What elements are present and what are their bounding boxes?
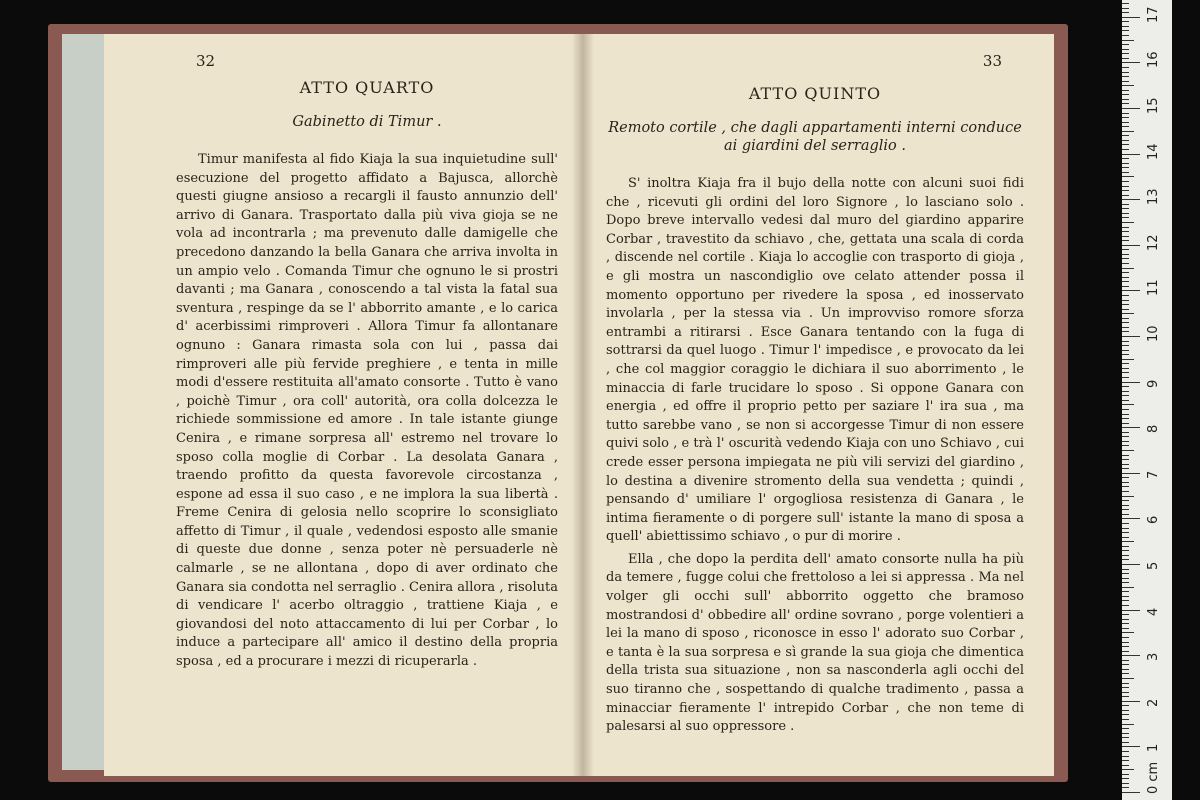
ruler-number: 6 bbox=[1146, 516, 1161, 525]
ruler-tick bbox=[1122, 176, 1134, 177]
ruler-tick bbox=[1122, 35, 1129, 36]
act-header: ATTO QUARTO bbox=[299, 78, 435, 97]
ruler-tick bbox=[1122, 719, 1129, 720]
ruler-number: 3 bbox=[1146, 652, 1161, 662]
ruler-number: 1 bbox=[1146, 744, 1161, 753]
ruler-tick bbox=[1122, 468, 1129, 469]
ruler-tick bbox=[1122, 710, 1129, 711]
ruler-number: 5 bbox=[1146, 561, 1161, 570]
ruler-tick bbox=[1122, 309, 1129, 310]
ruler-tick bbox=[1122, 94, 1129, 95]
scene-heading: Gabinetto di Timur . bbox=[292, 114, 442, 130]
ruler-tick bbox=[1122, 632, 1134, 633]
ruler-tick bbox=[1122, 441, 1129, 442]
ruler-tick bbox=[1122, 600, 1129, 601]
ruler-tick bbox=[1122, 733, 1129, 734]
ruler-tick bbox=[1122, 363, 1129, 364]
ruler-tick bbox=[1122, 637, 1129, 638]
ruler-tick bbox=[1122, 491, 1129, 492]
ruler-tick bbox=[1122, 541, 1134, 542]
ruler-number: 11 bbox=[1146, 279, 1161, 297]
book-gutter bbox=[572, 34, 594, 776]
ruler-tick bbox=[1122, 746, 1140, 747]
ruler-tick bbox=[1122, 304, 1129, 305]
ruler-tick bbox=[1122, 564, 1140, 565]
ruler-tick bbox=[1122, 236, 1129, 237]
ruler-tick bbox=[1122, 108, 1140, 109]
ruler-tick bbox=[1122, 72, 1129, 73]
ruler-tick bbox=[1122, 436, 1129, 437]
ruler-tick bbox=[1122, 195, 1129, 196]
ruler-tick bbox=[1122, 172, 1129, 173]
ruler-tick bbox=[1122, 482, 1129, 483]
ruler-tick bbox=[1122, 249, 1129, 250]
ruler-tick bbox=[1122, 117, 1129, 118]
ruler-tick bbox=[1122, 728, 1129, 729]
ruler-tick bbox=[1122, 400, 1129, 401]
ruler-tick bbox=[1122, 646, 1129, 647]
ruler-tick bbox=[1122, 76, 1129, 77]
ruler-tick bbox=[1122, 58, 1129, 59]
ruler-tick bbox=[1122, 532, 1129, 533]
act-header: ATTO QUINTO bbox=[748, 84, 882, 103]
ruler-tick bbox=[1122, 514, 1129, 515]
ruler-tick bbox=[1122, 8, 1129, 9]
ruler-tick bbox=[1122, 751, 1129, 752]
ruler-tick bbox=[1122, 350, 1129, 351]
ruler-tick bbox=[1122, 391, 1129, 392]
ruler-tick bbox=[1122, 113, 1129, 114]
ruler-tick bbox=[1122, 217, 1129, 218]
ruler-tick bbox=[1122, 486, 1129, 487]
ruler-tick bbox=[1122, 578, 1129, 579]
ruler-tick bbox=[1122, 414, 1129, 415]
ruler-tick bbox=[1122, 605, 1129, 606]
ruler-tick bbox=[1122, 792, 1140, 793]
ruler-tick bbox=[1122, 49, 1129, 50]
page-number: 32 bbox=[196, 52, 216, 70]
ruler-tick bbox=[1122, 587, 1134, 588]
ruler-tick bbox=[1122, 724, 1134, 725]
measurement-ruler bbox=[1122, 0, 1172, 800]
ruler-tick bbox=[1122, 272, 1129, 273]
ruler-tick bbox=[1122, 582, 1129, 583]
ruler-tick bbox=[1122, 769, 1134, 770]
ruler-tick bbox=[1122, 208, 1129, 209]
page-number: 33 bbox=[982, 52, 1002, 70]
ruler-number: 13 bbox=[1146, 188, 1161, 206]
ruler-tick bbox=[1122, 418, 1129, 419]
ruler-tick bbox=[1122, 199, 1140, 200]
ruler-tick bbox=[1122, 222, 1134, 223]
ruler-tick bbox=[1122, 258, 1129, 259]
ruler-tick bbox=[1122, 696, 1129, 697]
ruler-number: 16 bbox=[1146, 51, 1161, 69]
endpaper bbox=[62, 34, 108, 770]
ruler-tick bbox=[1122, 359, 1134, 360]
ruler-tick bbox=[1122, 12, 1129, 13]
ruler-tick bbox=[1122, 158, 1129, 159]
ruler-tick bbox=[1122, 263, 1129, 264]
ruler-tick bbox=[1122, 787, 1129, 788]
ruler-tick bbox=[1122, 85, 1134, 86]
ruler-tick bbox=[1122, 53, 1129, 54]
ruler-tick bbox=[1122, 300, 1129, 301]
ruler-tick bbox=[1122, 619, 1129, 620]
ruler-tick bbox=[1122, 336, 1140, 337]
ruler-tick bbox=[1122, 610, 1140, 611]
left-page bbox=[104, 34, 584, 776]
ruler-tick bbox=[1122, 186, 1129, 187]
ruler-tick bbox=[1122, 354, 1129, 355]
ruler-tick bbox=[1122, 3, 1129, 4]
ruler-number: 9 bbox=[1146, 379, 1161, 388]
ruler-tick bbox=[1122, 67, 1129, 68]
ruler-tick bbox=[1122, 518, 1140, 519]
ruler-tick bbox=[1122, 537, 1129, 538]
ruler-tick bbox=[1122, 573, 1129, 574]
ruler-tick bbox=[1122, 149, 1129, 150]
ruler-tick bbox=[1122, 372, 1129, 373]
ruler-tick bbox=[1122, 427, 1140, 428]
ruler-tick bbox=[1122, 550, 1129, 551]
ruler-tick bbox=[1122, 245, 1140, 246]
ruler-tick bbox=[1122, 765, 1129, 766]
ruler-tick bbox=[1122, 683, 1129, 684]
ruler-tick bbox=[1122, 669, 1129, 670]
ruler-tick bbox=[1122, 144, 1129, 145]
ruler-number: 2 bbox=[1146, 698, 1161, 707]
ruler-tick bbox=[1122, 546, 1129, 547]
synopsis-paragraph: S' inoltra Kiaja fra il bujo della notte con alcuni suoi fidi che , ricevuti gli ordini del loro Signore , lo lasciano solo . Dopo breve intervallo vedesi dal muro del giardino apparire Corbar , travestito da schiavo , che, gettata una scala di corda , discende nel cortile . Kiaja lo accoglie con trasporto di gioja , e gli mostra un nascondiglio ove celato attender possa il momento opportuno per rivedere la sposa , ed inosservato involarla , per la stessa via . Un improvviso romore sforza entrambi a ritirarsi . Esce Ganara tentando con la fuga di sottrarsi da quel luogo . Timur l' impedisce , e provocato da lei , che col maggior coraggio le dichiara il suo aborrimento , le minaccia di farle trucidare lo sposo . Si oppone Ganara con energia , ed offre il proprio petto per saziare l' ira sua , ma tutto sarebbe vano , se non si accorgesse Timur di non essere quivi solo , e trà l' oscurità vedendo Kiaja con uno Schiavo , cui crede esser persona impiegata ne più vili servizi del giardino , lo destina a divenire stromento della sua vendetta ; quindi , pensando d' umiliare l' orgogliosa resistenza di Ganara , le intima fieramente o di porgere sull' istante la mano di sposa a quell' abiettissimo schiavo , o pur di morire . bbox=[606, 176, 1024, 545]
ruler-tick bbox=[1122, 445, 1129, 446]
ruler-tick bbox=[1122, 377, 1129, 378]
ruler-tick bbox=[1122, 477, 1129, 478]
ruler-tick bbox=[1122, 432, 1129, 433]
ruler-tick bbox=[1122, 523, 1129, 524]
ruler-tick bbox=[1122, 163, 1129, 164]
ruler-tick bbox=[1122, 450, 1134, 451]
ruler-unit-label: 0 cm bbox=[1146, 761, 1161, 794]
ruler-tick bbox=[1122, 628, 1129, 629]
ruler-tick bbox=[1122, 135, 1129, 136]
ruler-tick bbox=[1122, 318, 1129, 319]
ruler-tick bbox=[1122, 596, 1129, 597]
ruler-tick bbox=[1122, 778, 1129, 779]
ruler-tick bbox=[1122, 742, 1129, 743]
ruler-tick bbox=[1122, 122, 1129, 123]
scene-heading: Remoto cortile , che dagli appartamenti interni conduce ai giardini del serraglio . bbox=[608, 120, 1022, 154]
ruler-tick bbox=[1122, 40, 1134, 41]
ruler-tick bbox=[1122, 327, 1129, 328]
ruler-number: 8 bbox=[1146, 424, 1161, 434]
ruler-tick bbox=[1122, 386, 1129, 387]
ruler-tick bbox=[1122, 455, 1129, 456]
ruler-tick bbox=[1122, 496, 1134, 497]
ruler-tick bbox=[1122, 409, 1129, 410]
ruler-tick bbox=[1122, 642, 1129, 643]
ruler-number: 7 bbox=[1146, 470, 1161, 479]
ruler-tick bbox=[1122, 614, 1129, 615]
ruler-tick bbox=[1122, 44, 1129, 45]
ruler-tick bbox=[1122, 473, 1140, 474]
ruler-tick bbox=[1122, 204, 1129, 205]
ruler-tick bbox=[1122, 705, 1129, 706]
ruler-tick bbox=[1122, 99, 1129, 100]
ruler-tick bbox=[1122, 774, 1129, 775]
ruler-tick bbox=[1122, 651, 1129, 652]
ruler-number: 15 bbox=[1146, 97, 1161, 114]
ruler-tick bbox=[1122, 756, 1129, 757]
ruler-tick bbox=[1122, 687, 1129, 688]
ruler-tick bbox=[1122, 277, 1129, 278]
ruler-tick bbox=[1122, 126, 1129, 127]
ruler-tick bbox=[1122, 286, 1129, 287]
ruler-number: 10 bbox=[1146, 325, 1161, 342]
ruler-tick bbox=[1122, 459, 1129, 460]
right-page bbox=[582, 34, 1054, 776]
synopsis-paragraph: Ella , che dopo la perdita dell' amato consorte nulla ha più da temere , fugge colui che frettoloso a lei si appressa . Ma nel volger gli occhi sull' abborrito oggetto che bramoso mostrandosi d' obbedire all' ordine sovrano , porge volentieri a lei la mano di sposo , riconosce in esso l' adorato suo Corbar , e tanta è la sua sorpresa e sì grande la sua gioja che dimentica della trista sua situazione , non sa nasconderla agli occhi del suo tiranno che , sospettando di qualche tradimento , passa a minacciar fieramente l' intrepido Corbar , che non teme di palesarsi al suo oppressore . bbox=[606, 551, 1024, 735]
ruler-tick bbox=[1122, 231, 1129, 232]
ruler-tick bbox=[1122, 701, 1140, 702]
ruler-tick bbox=[1122, 500, 1129, 501]
ruler-tick bbox=[1122, 509, 1129, 510]
ruler-tick bbox=[1122, 313, 1134, 314]
ruler-number: 14 bbox=[1146, 143, 1161, 160]
ruler-tick bbox=[1122, 167, 1129, 168]
ruler-number: 12 bbox=[1146, 234, 1161, 251]
ruler-number: 4 bbox=[1146, 607, 1161, 616]
ruler-tick bbox=[1122, 423, 1129, 424]
ruler-tick bbox=[1122, 569, 1129, 570]
ruler-tick bbox=[1122, 81, 1129, 82]
ruler-tick bbox=[1122, 673, 1129, 674]
ruler-tick bbox=[1122, 591, 1129, 592]
ruler-tick bbox=[1122, 21, 1129, 22]
ruler-tick bbox=[1122, 254, 1129, 255]
ruler-tick bbox=[1122, 281, 1129, 282]
ruler-tick bbox=[1122, 341, 1129, 342]
ruler-tick bbox=[1122, 528, 1129, 529]
ruler-tick bbox=[1122, 783, 1129, 784]
ruler-tick bbox=[1122, 692, 1129, 693]
ruler-tick bbox=[1122, 90, 1129, 91]
ruler-tick bbox=[1122, 295, 1129, 296]
ruler-tick bbox=[1122, 140, 1129, 141]
ruler-tick bbox=[1122, 623, 1129, 624]
ruler-tick bbox=[1122, 737, 1129, 738]
ruler-tick bbox=[1122, 464, 1129, 465]
ruler-tick bbox=[1122, 714, 1129, 715]
ruler-tick bbox=[1122, 760, 1129, 761]
ruler-tick bbox=[1122, 559, 1129, 560]
ruler-tick bbox=[1122, 678, 1134, 679]
ruler-tick bbox=[1122, 154, 1140, 155]
ruler-tick bbox=[1122, 331, 1129, 332]
synopsis-text: Timur manifesta al fido Kiaja la sua inquietudine sull' esecuzione del progetto affidato a Bajusca, allorchè questi giugne ansioso a recargli il fausto annunzio dell' arrivo di Ganara. Trasportato dalla più viva gioja se ne vola ad incontrarla ; ma prevenuto dalle damigelle che precedono danzando la bella Ganara che arriva involta in un ampio velo . Comanda Timur che ognuno le si prostri davanti ; ma Ganara , conoscendo a tal vista la fatal sua sventura , respinge da se l' abborrito amante , e lo carica d' acerbissimi rimproveri . Allora Timur fa allontanare ognuno : Ganara rimasta sola con lui , passa dai rimproveri alle più fervide preghiere , e tenta in mille modi d'essere restituita all'amato consorte . Tutto è vano , poichè Timur , ora coll' autorità, ora colla dolcezza le richiede sommissione ed amore . In tale istante giunge Cenira , e rimane sorpresa all' estremo nel trovare lo sposo colla moglie di Corbar . La desolata Ganara , traendo profitto da questa favorevole circostanza , espone ad essa il suo caso , e ne implora la sua libertà . Freme Cenira di gelosia nello scoprire lo sconsigliato affetto di Timur , il quale , vedendosi esposto alle smanie di queste due donne , senza poter nè persuaderle nè calmarle , se ne allontana , dopo di aver ordinato che Ganara sia condotta nel serraglio . Cenira allora , risoluta di vendicare l' acerbo oltraggio , trattiene Kiaja , e giovandosi del noto attaccamento di lui per Corbar , lo induce a partecipare all' amico il destino della propria sposa , ed a procurare i mezzi di ricuperarla . bbox=[176, 152, 558, 670]
ruler-tick bbox=[1122, 382, 1140, 383]
ruler-tick bbox=[1122, 26, 1129, 27]
ruler-tick bbox=[1122, 240, 1129, 241]
ruler-tick bbox=[1122, 660, 1129, 661]
ruler-tick bbox=[1122, 505, 1129, 506]
ruler-tick bbox=[1122, 290, 1140, 291]
ruler-tick bbox=[1122, 655, 1140, 656]
ruler-tick bbox=[1122, 181, 1129, 182]
ruler-tick bbox=[1122, 190, 1129, 191]
ruler-tick bbox=[1122, 17, 1140, 18]
ruler-tick bbox=[1122, 268, 1134, 269]
ruler-tick bbox=[1122, 62, 1140, 63]
ruler-tick bbox=[1122, 30, 1129, 31]
ruler-tick bbox=[1122, 555, 1129, 556]
ruler-tick bbox=[1122, 103, 1129, 104]
ruler-tick bbox=[1122, 395, 1129, 396]
ruler-tick bbox=[1122, 664, 1129, 665]
ruler-tick bbox=[1122, 131, 1134, 132]
ruler-number: 17 bbox=[1146, 6, 1161, 23]
ruler-tick bbox=[1122, 227, 1129, 228]
ruler-tick bbox=[1122, 322, 1129, 323]
ruler-tick bbox=[1122, 213, 1129, 214]
ruler-tick bbox=[1122, 404, 1134, 405]
ruler-tick bbox=[1122, 345, 1129, 346]
ruler-tick bbox=[1122, 368, 1129, 369]
